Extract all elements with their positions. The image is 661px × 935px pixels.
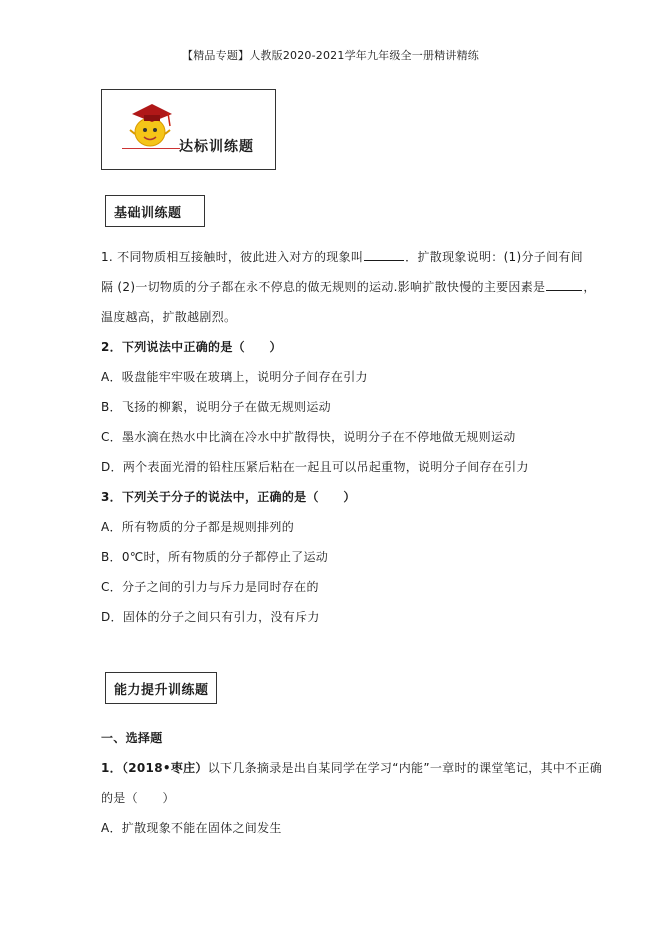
adv-q1-source: （2018•枣庄） [121,761,208,775]
basic-q2-option-d: D．两个表面光滑的铅柱压紧后粘在一起且可以吊起重物，说明分子间存在引力 [101,460,529,474]
basic-q3-option-d: D．固体的分子之间只有引力，没有斥力 [101,610,320,624]
basic-q3-option-c: C．分子之间的引力与斥力是同时存在的 [101,580,319,594]
logo-box [101,89,276,170]
adv-q1-number: 1． [101,761,122,775]
section-advanced-title: 能力提升训练题 [105,672,217,704]
section-basic-title: 基础训练题 [105,195,205,227]
adv-q1-line1 [101,759,602,776]
basic-q3-option-b: B．0℃时，所有物质的分子都停止了运动 [101,550,329,564]
basic-q1-line1-b: ．扩散现象说明：(1)分子间有间 [405,250,583,264]
page-header: 【精品专题】人教版2020-2021学年九年级全一册精讲精练 [182,49,479,62]
basic-q1-line3: 温度越高，扩散越剧烈。 [101,310,237,324]
adv-q1-line2: 的是（ ） [101,791,175,805]
basic-q2-option-c: C．墨水滴在热水中比滴在冷水中扩散得快，说明分子在不停地做无规则运动 [101,430,516,444]
graduate-mascot-icon [120,100,176,148]
basic-q2-option-b: B．飞扬的柳絮，说明分子在做无规则运动 [101,400,331,414]
basic-q2-option-a: A．吸盘能牢牢吸在玻璃上，说明分子间存在引力 [101,370,368,384]
logo-underline [122,148,180,149]
answer-blank-2[interactable] [546,278,582,291]
adv-q1-text: 以下几条摘录是出自某同学在学习“内能”一章时的课堂笔记，其中不正确 [207,761,603,775]
basic-q2-stem: 2．下列说法中正确的是（ ） [101,340,282,354]
basic-q1-line2-a: 隔 (2)一切物质的分子都在永不停息的做无规则的运动.影响扩散快慢的主要因素是 [101,280,546,294]
adv-q1-option-a: A．扩散现象不能在固体之间发生 [101,821,282,835]
basic-q3-stem: 3．下列关于分子的说法中，正确的是（ ） [101,490,356,504]
choice-section-heading: 一、选择题 [101,731,163,745]
basic-q3-option-a: A．所有物质的分子都是规则排列的 [101,520,295,534]
answer-blank-1[interactable] [364,248,404,261]
basic-q1-line2 [101,278,596,295]
basic-q1-line1 [101,248,583,265]
logo-title: 达标训练题 [179,139,254,155]
basic-q1-line1-a: 1. 不同物质相互接触时，彼此进入对方的现象叫 [101,250,364,264]
basic-q1-line2-b: ， [583,280,596,294]
